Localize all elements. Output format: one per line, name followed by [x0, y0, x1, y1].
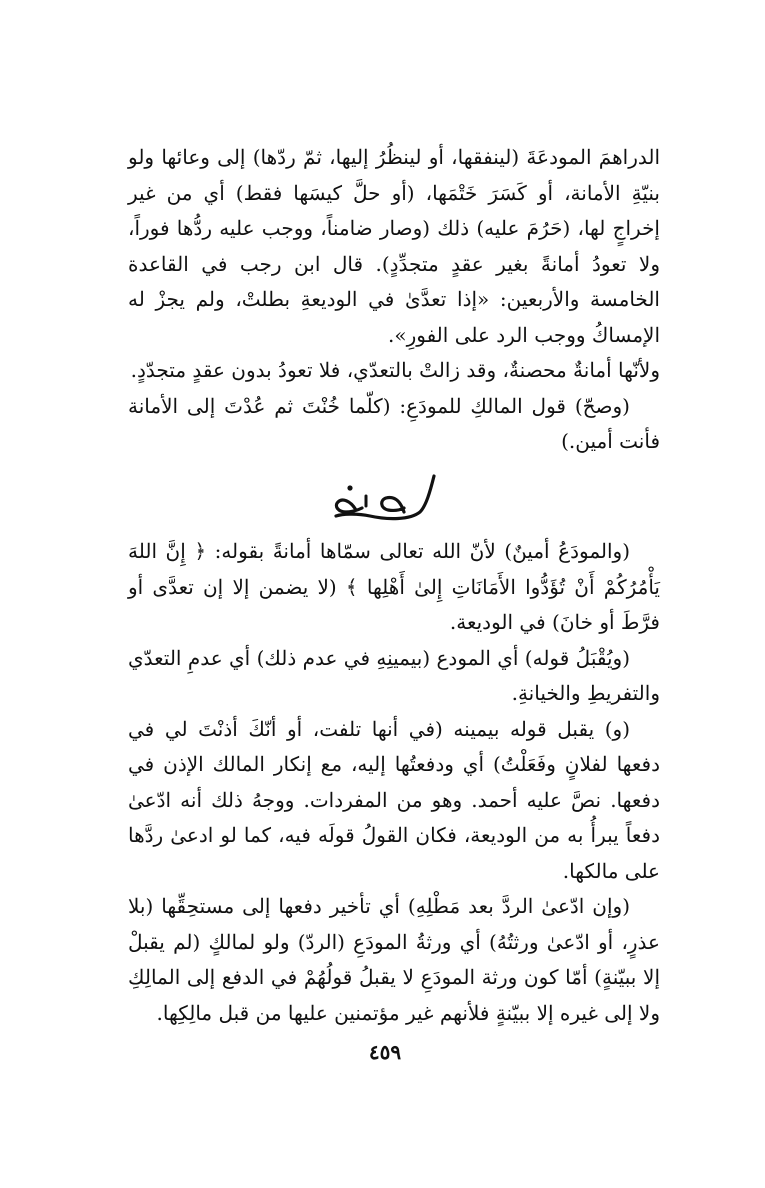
- paragraph: الدراهمَ المودعَةَ (لينفقها، أو لينظُرُ إليها، ثمّ ردّها) إلى وعائها ولو بنيّةِ الأمانة، أو كَسَرَ خَتْمَها، (أو حلَّ كيسَها فقط) أي من غير إخراجٍ لها، (حَرُمَ عليه) ذلك (وصار ضامناً، ووجب عليه ردُّها فوراً، ولا تعودُ أمانةً بغير عقدٍ متجدِّدٍ). قال ابن رجب في القاعدة الخامسة والأربعين: «إذا تعدَّىٰ في الوديعةِ بطلتْ، ولم يجزْ له الإمساكُ ووجب الرد على الفورِ».: [128, 145, 660, 347]
- section-heading-ornament: [330, 466, 440, 528]
- paragraph: ولأنّها أمانةٌ محصنةٌ، وقد زالتْ بالتعدّي، فلا تعودُ بدون عقدٍ متجدّدٍ.: [130, 358, 660, 382]
- paragraph: (وصحّ) قول المالكِ للمودَعِ: (كلّما خُنْتَ ثم عُدْتَ إلى الأمانة فأنت أمين.): [128, 393, 660, 453]
- calligraphy-heading-icon: [330, 466, 440, 528]
- paragraph: (ويُقْبَلُ قوله) أي المودع (بيمينِهِ في عدم ذلك) أي عدمِ التعدّي والتفريطِ والخيانةِ.: [128, 645, 660, 705]
- paragraph: (وإن ادّعىٰ الردَّ بعد مَطْلِهِ) أي تأخير دفعها إلى مستحِقِّها (بلا عذرٍ، أو ادّعىٰ ورثتُهُ) أي ورثةُ المودَعِ (الردّ) ولو لمالكٍ (لم يقبلْ إلا ببيّنةٍ) أمّا كون ورثة المودَعِ لا يقبلُ قولُهُمْ في الدفع إلى المالِكِ ولا إلى غيره إلا ببيّنةٍ فلأنهم غير مؤتمنين عليها من قبل مالِكِها.: [128, 894, 660, 1025]
- paragraph: (و) يقبل قوله بيمينه (في أنها تلفت، أو أنّكَ أذنْتَ لي في دفعها لفلانٍ وفَعَلْتُ) أي ودفعتُها إليه، مع إنكار المالك الإذن في دفعها. نصَّ عليه أحمد. وهو من المفردات. ووجهُ ذلك أنه ادّعىٰ دفعاً يبرأُ به من الوديعة، فكان القولُ قولَه فيه، كما لو ادعىٰ ردَّها على مالكها.: [128, 716, 660, 883]
- page-number: ٤٥٩: [368, 1040, 402, 1064]
- text-block-top: [128, 140, 660, 460]
- text-block-bottom: [128, 534, 660, 1031]
- paragraph: (والمودَعُ أمينٌ) لأنّ الله تعالى سمّاها أمانةً بقوله: ﴿ إِنَّ اللهَ يَأْمُرُكُمْ أَنْ تُؤَدُّوا الأَمَانَاتِ إِلىٰ أَهْلِها ﴾ (لا يضمن إلا إن تعدَّى أو فرَّطَ أو خانَ) في الوديعة.: [128, 539, 660, 634]
